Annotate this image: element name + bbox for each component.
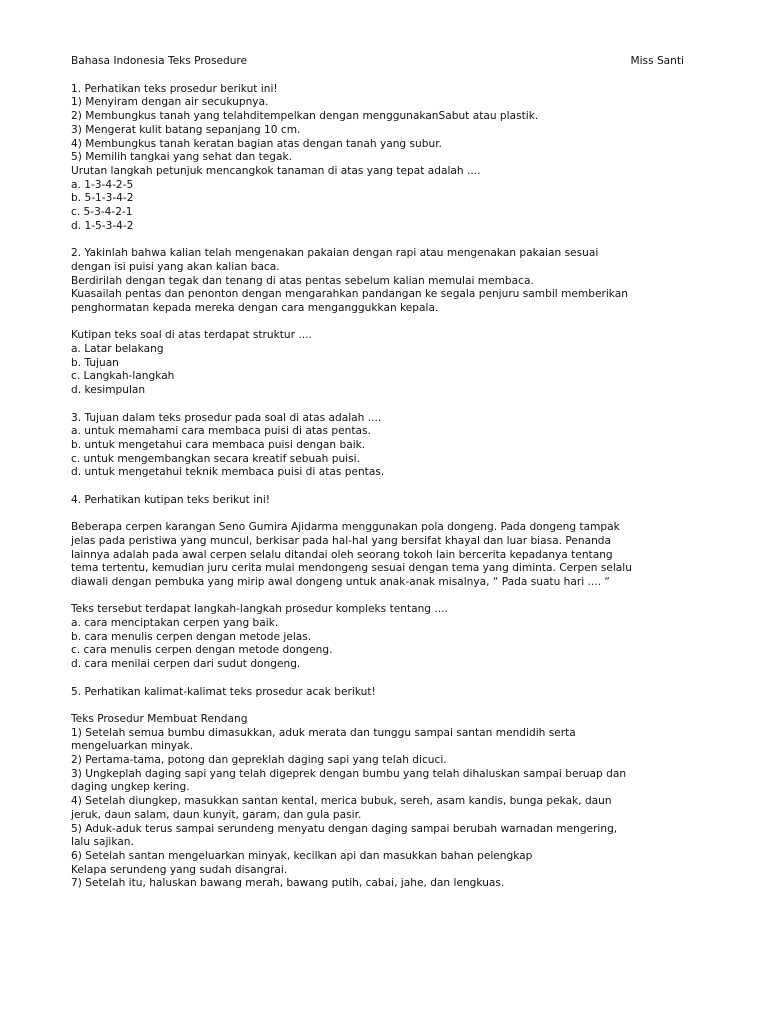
text-line: d. kesimpulan — [71, 384, 146, 397]
text-line: b. 5-1-3-4-2 — [71, 192, 134, 205]
text-line: Teks Prosedur Membuat Rendang — [71, 712, 248, 725]
document-header — [71, 55, 698, 69]
text-line: tema tertentu, kemudian juru cerita mulai mendongeng sesuai dengan tema yang diminta. Cerpen selalu — [71, 562, 632, 575]
document-title: Bahasa Indonesia Teks Prosedure — [71, 55, 248, 67]
text-line: 3) Ungkeplah daging sapi yang telah digeprek dengan bumbu yang telah dihaluskan sampai beruap dan — [71, 767, 627, 780]
document-body — [71, 83, 698, 891]
blank-line — [71, 507, 698, 521]
text-line: b. Tujuan — [71, 356, 119, 369]
text-line: a. untuk memahami cara membaca puisi di atas pentas. — [71, 425, 371, 438]
text-line: 4) Membungkus tanah keratan bagian atas dengan tanah yang subur. — [71, 137, 442, 150]
text-line: jelas pada peristiwa yang muncul, berkisar pada hal-hal yang bersifat khayal dan luar biasa. Penanda — [71, 534, 612, 547]
text-line: c. untuk mengembangkan secara kreatif sebuah puisi. — [71, 452, 360, 465]
text-line: penghormatan kepada mereka dengan cara menganggukkan kepala. — [71, 301, 439, 314]
text-line: Berdirilah dengan tegak dan tenang di atas pentas sebelum kalian memulai membaca. — [71, 274, 534, 287]
text-line: Kelapa serundeng yang sudah disangrai. — [71, 863, 288, 876]
text-line: 2. Yakinlah bahwa kalian telah mengenakan pakaian dengan rapi atau mengenakan pakaian sesuai — [71, 247, 599, 260]
text-line: Kuasailah pentas dan penonton dengan mengarahkan pandangan ke segala penjuru sambil memberikan — [71, 288, 628, 301]
blank-line — [71, 672, 698, 686]
blank-line — [71, 590, 698, 604]
blank-line — [71, 699, 698, 713]
text-line: b. untuk mengetahui cara membaca puisi dengan baik. — [71, 438, 366, 451]
text-line: 1) Setelah semua bumbu dimasukkan, aduk merata dan tunggu sampai santan mendidih serta — [71, 726, 576, 739]
blank-line — [71, 316, 698, 330]
text-line: a. cara menciptakan cerpen yang baik. — [71, 617, 279, 630]
text-line: 7) Setelah itu, haluskan bawang merah, bawang putih, cabai, jahe, dan lengkuas. — [71, 877, 505, 890]
text-line: 6) Setelah santan mengeluarkan minyak, kecilkan api dan masukkan bahan pelengkap — [71, 849, 533, 862]
text-line: 5) Memilih tangkai yang sehat dan tegak. — [71, 151, 292, 164]
text-line: dengan isi puisi yang akan kalian baca. — [71, 260, 280, 273]
text-line: Urutan langkah petunjuk mencangkok tanaman di atas yang tepat adalah .... — [71, 164, 481, 177]
text-line: daging ungkep kering. — [71, 781, 190, 794]
text-line: c. cara menulis cerpen dengan metode dongeng. — [71, 644, 333, 657]
text-line: 5) Aduk-aduk terus sampai serundeng menyatu dengan daging sampai berubah warnadan mengering, — [71, 822, 618, 835]
text-line: c. 5-3-4-2-1 — [71, 206, 133, 219]
text-line: c. Langkah-langkah — [71, 370, 175, 383]
text-line: Kutipan teks soal di atas terdapat struktur .... — [71, 329, 312, 342]
text-line: 1) Menyiram dengan air secukupnya. — [71, 96, 269, 109]
text-line: 4. Perhatikan kutipan teks berikut ini! — [71, 493, 271, 506]
text-line: lalu sajikan. — [71, 836, 134, 849]
text-line: mengeluarkan minyak. — [71, 740, 194, 753]
text-line: 2) Pertama-tama, potong dan gepreklah daging sapi yang telah dicuci. — [71, 754, 447, 767]
text-line: 3. Tujuan dalam teks prosedur pada soal di atas adalah .... — [71, 411, 382, 424]
text-line: diawali dengan pembuka yang mirip awal dongeng untuk anak-anak misalnya, “ Pada suatu hari .... “ — [71, 575, 610, 588]
text-line: Beberapa cerpen karangan Seno Gumira Ajidarma menggunakan pola dongeng. Pada dongeng tampak — [71, 521, 620, 534]
blank-line — [71, 233, 698, 247]
text-line: 4) Setelah diungkep, masukkan santan kental, merica bubuk, sereh, asam kandis, bunga pekak, daun — [71, 795, 612, 808]
text-line: 5. Perhatikan kalimat-kalimat teks prosedur acak berikut! — [71, 685, 376, 698]
text-line: d. 1-5-3-4-2 — [71, 219, 134, 232]
text-line: Teks tersebut terdapat langkah-langkah prosedur kompleks tentang .... — [71, 603, 448, 616]
text-line: a. 1-3-4-2-5 — [71, 178, 134, 191]
text-line: d. cara menilai cerpen dari sudut dongeng. — [71, 658, 301, 671]
text-line: lainnya adalah pada awal cerpen selalu ditandai oleh seorang tokoh lain bercerita kepadanya tentang — [71, 548, 613, 561]
text-line: b. cara menulis cerpen dengan metode jelas. — [71, 630, 312, 643]
teacher-name: Miss Santi — [630, 55, 684, 67]
text-line: d. untuk mengetahui teknik membaca puisi di atas pentas. — [71, 466, 385, 479]
text-line: 3) Mengerat kulit batang sepanjang 10 cm. — [71, 123, 301, 136]
text-line: 1. Perhatikan teks prosedur berikut ini! — [71, 82, 278, 95]
text-line: 2) Membungkus tanah yang telahditempelkan dengan menggunakanSabut atau plastik. — [71, 110, 539, 123]
blank-line — [71, 480, 698, 494]
text-line: a. Latar belakang — [71, 343, 164, 356]
text-line: jeruk, daun salam, daun kunyit, garam, dan gula pasir. — [71, 808, 362, 821]
blank-line — [71, 398, 698, 412]
